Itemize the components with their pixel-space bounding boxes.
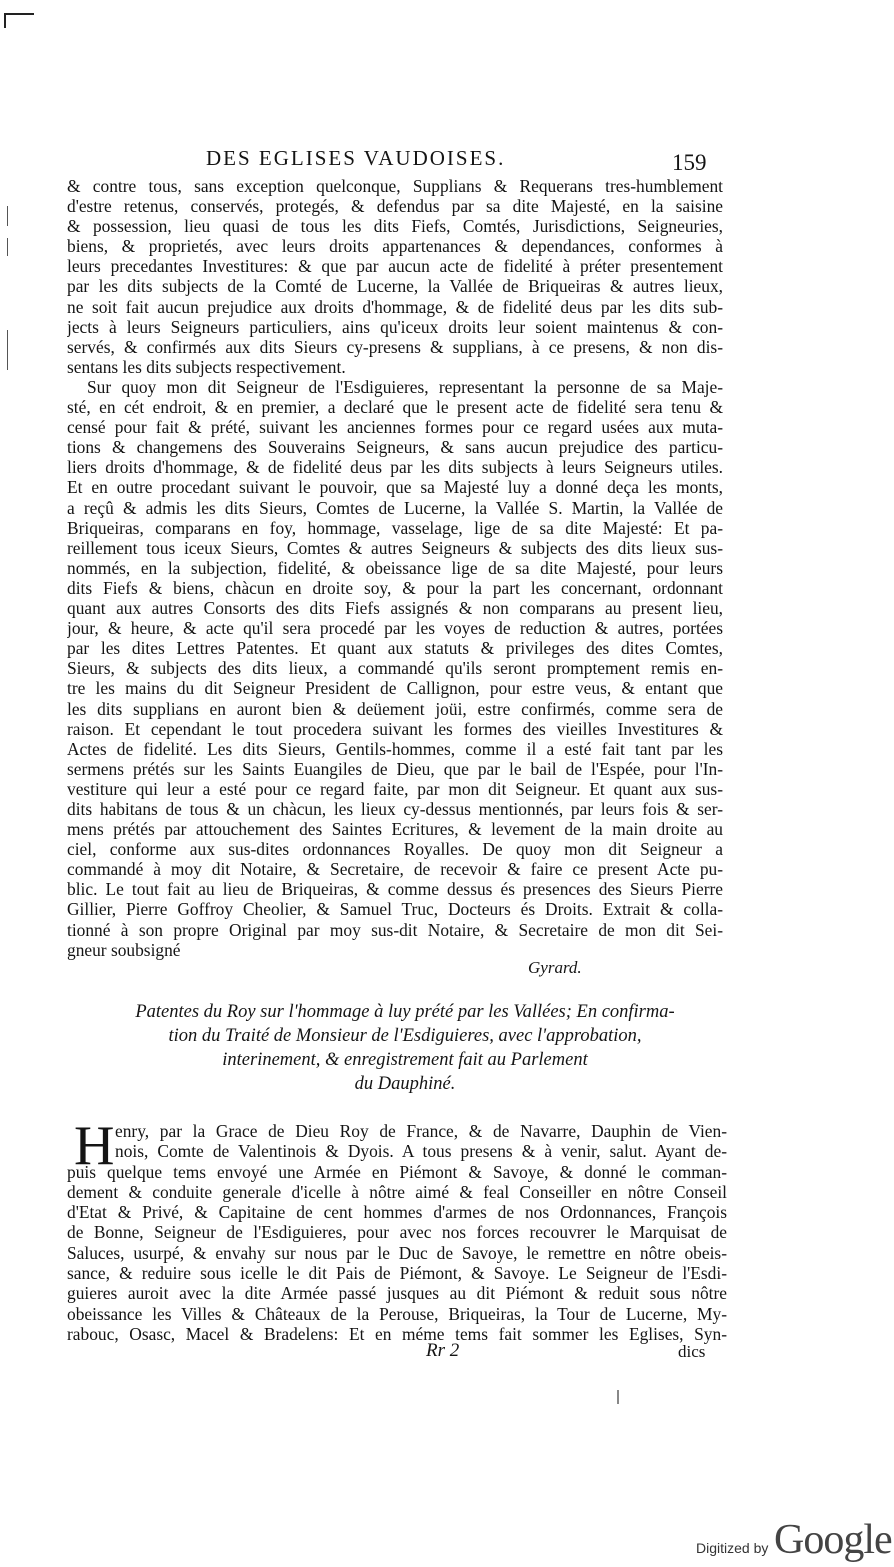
text-line: sentans les dits subjects respectivement. — [67, 356, 346, 377]
text-line: & possession, lieu quasi de tous les dits Fiefs, Comtés, Jurisdictions, Seigneuries, — [67, 216, 723, 237]
text-line: quant aux autres Consorts des dits Fiefs assignés & non comparans au present lieu, — [67, 598, 723, 619]
text-line: ciel, conforme aux sus-dites ordonnances Royalles. De quoy mon dit Seigneur a — [67, 839, 723, 860]
text-line: d'Etat & Privé, & Capitaine de cent hommes d'armes de nos Ordonnances, François — [67, 1202, 727, 1223]
text-line: Briqueiras, comparans en foy, hommage, vasselage, lige de sa dite Majesté: Et pa- — [67, 517, 723, 538]
text-line: commandé à moy dit Notaire, & Secretaire, de recevoir & faire ce present Acte pu- — [67, 859, 723, 880]
heading-line: Patentes du Roy sur l'hommage à luy prété par les Vallées; En confirma- — [135, 1002, 675, 1022]
running-title: DES EGLISES VAUDOISES. — [206, 146, 506, 170]
text-line: censé pour fait & prété, suivant les anciennes formes pour ce regard usées aux muta- — [67, 417, 723, 438]
text-line: liers droits d'hommage, & de fidelité deus par les dits subjects à leurs Seigneurs utiles. — [67, 457, 723, 478]
text-line: par les dits subjects de la Comté de Lucerne, la Vallée de Briqueiras & autres lieux, — [67, 276, 723, 297]
text-line: Et en outre procedant suivant le pouvoir, que sa Majesté luy a donné deça les monts, — [67, 477, 723, 498]
text-line: Gillier, Pierre Goffroy Cheolier, & Samuel Truc, Docteurs és Droits. Extrait & colla- — [67, 899, 723, 920]
text-line: raison. Et cependant le tout procedera suivant les formes des vieilles Investitures & — [67, 718, 723, 739]
text-line: gneur soubsigné — [67, 939, 181, 960]
text-line: Saluces, usurpé, & envahy sur nous par le Duc de Savoye, le remettre en nôtre obeis- — [67, 1242, 727, 1263]
text-line: d'estre retenus, conservés, protegés, & defendus par sa dite Majesté, en la saisine — [67, 196, 723, 217]
text-line: obeissance les Villes & Châteaux de la Perouse, Briqueiras, la Tour de Lucerne, My- — [67, 1303, 727, 1324]
text-line: puis quelque tems envoyé une Armée en Piémont & Savoye, & donné le comman- — [67, 1161, 727, 1182]
drop-cap: H — [74, 1115, 115, 1177]
text-line: de Bonne, Seigneur de l'Esdiguieres, pour avec nos forces recouvrer le Marquisat de — [67, 1222, 727, 1243]
heading-line: tion du Traité de Monsieur de l'Esdiguieres, avec l'approbation, — [168, 1026, 642, 1046]
text-line: sance, & reduire sous icelle le dit Pais de Piémont, & Savoye. Le Seigneur de l'Esdi- — [67, 1263, 727, 1284]
text-line: sermens prétés sur les Saints Euangiles de Dieu, que par le bail de l'Espée, pour l'In- — [67, 758, 723, 779]
text-line: sté, en cét endroit, & en premier, a declaré que le present acte de fidelité sera tenu & — [67, 397, 723, 418]
page-number: 159 — [672, 150, 707, 175]
margin-mark — [7, 238, 8, 256]
stray-mark — [617, 1390, 619, 1404]
text-line: dits habitans de tous & un chàcun, les lieux cy-dessus mentionnés, par leurs fois & ser- — [67, 798, 723, 819]
text-line: les dits supplians en auront bien & deüement joüi, estre confirmés, comme sera de — [67, 698, 723, 719]
text-line: biens, & proprietés, avec leurs droits appartenances & dependances, conformes à — [67, 236, 723, 257]
google-logo: Google — [774, 1517, 892, 1563]
text-line: tre les mains du dit Seigneur President de Callignon, pour estre veus, & entant que — [67, 678, 723, 699]
text-line: blic. Le tout fait au lieu de Briqueiras, & comme dessus és presences des Sieurs Pierre — [67, 879, 723, 900]
heading-line: du Dauphiné. — [354, 1074, 456, 1094]
text-line: dits Fiefs & biens, chàcun en droite soy, & pour la part les concernant, ordonnant — [67, 577, 723, 598]
text-line: jects à leurs Seigneurs particuliers, ains qu'iceux droits leur soient maintenus & con- — [67, 316, 723, 337]
section-heading — [60, 1000, 750, 1096]
text-line: ne soit fait aucun prejudice aux droits d'hommage, & de fidelité deus par les dits sub- — [67, 296, 723, 317]
signature-mark: Rr 2 — [426, 1340, 460, 1361]
text-line: tions & changemens des Souverains Seigneurs, & sans aucun prejudice des particu- — [67, 437, 723, 458]
text-line: reillement tous iceux Sieurs, Comtes & autres Seigneurs & subjects des dits lieux sus- — [67, 537, 723, 558]
text-line: Actes de fidelité. Les dits Sieurs, Gentils-hommes, comme il a esté fait tant par les — [67, 738, 723, 759]
corner-bracket-icon — [4, 10, 44, 30]
margin-mark — [7, 206, 8, 226]
text-line: nommés, en la subjection, fidelité, & obeissance lige de sa dite Majesté, pour leurs — [67, 557, 723, 578]
notary-signature: Gyrard. — [528, 958, 582, 977]
text-line: & contre tous, sans exception quelconque, Supplians & Requerans tres-humblement — [67, 176, 723, 196]
text-paragraph-3 — [67, 1115, 727, 1344]
text-line: a reçû & admis les dits Sieurs, Comtes de Lucerne, la Vallée S. Martin, la Vallée de — [67, 497, 723, 518]
text-paragraph-1 — [67, 176, 723, 377]
text-line: par les dites Lettres Patentes. Et quant aux statuts & privileges des dites Comtes, — [67, 638, 723, 659]
text-line: guieres auroit avec la dite Armée passé jusques au dit Piémont & reduit sous nôtre — [67, 1283, 727, 1304]
text-line: Sieurs, & subjects des dits lieux, a commandé qu'ils seront promptement remis en- — [67, 658, 723, 679]
text-line: mens prétés par attouchement des Saintes Ecritures, & levement de la main droite au — [67, 819, 723, 840]
watermark-prefix: Digitized by — [696, 1540, 769, 1556]
text-line: leurs precedantes Investitures: & que par aucun acte de fidelité à préter presentement — [67, 256, 723, 277]
text-line: servés, & confirmés aux dits Sieurs cy-presens & supplians, à ce presens, & non dis- — [67, 336, 723, 357]
text-line: tionné à son propre Original par moy sus-dit Notaire, & Secretaire de mon dit Sei- — [67, 919, 723, 940]
text-paragraph-2 — [67, 377, 723, 960]
text-line: Sur quoy mon dit Seigneur de l'Esdiguieres, representant la personne de sa Maje- — [87, 377, 723, 397]
text-line: rabouc, Osasc, Macel & Bradelens: Et en méme tems fait sommer les Eglises, Syn- — [67, 1323, 727, 1344]
margin-mark — [7, 330, 8, 370]
text-line: dement & conduite generale d'icelle à nôtre aimé & feal Conseiller en nôtre Conseil — [67, 1181, 727, 1202]
text-line: jour, & heure, & acte qu'il sera procedé par les voyes de reduction & autres, portées — [67, 618, 723, 639]
text-line: vestiture qui leur a esté pour ce regard faite, par mon dit Seigneur. Et quant aux sus- — [67, 778, 723, 799]
text-line: nois, Comte de Valentinois & Dyois. A tous presens & à venir, salut. Ayant de- — [115, 1141, 727, 1162]
text-line: enry, par la Grace de Dieu Roy de France, & de Navarre, Dauphin de Vien- — [115, 1121, 727, 1141]
heading-line: interinement, & enregistrement fait au Parlement — [222, 1050, 588, 1070]
catchword: dics — [678, 1342, 706, 1361]
